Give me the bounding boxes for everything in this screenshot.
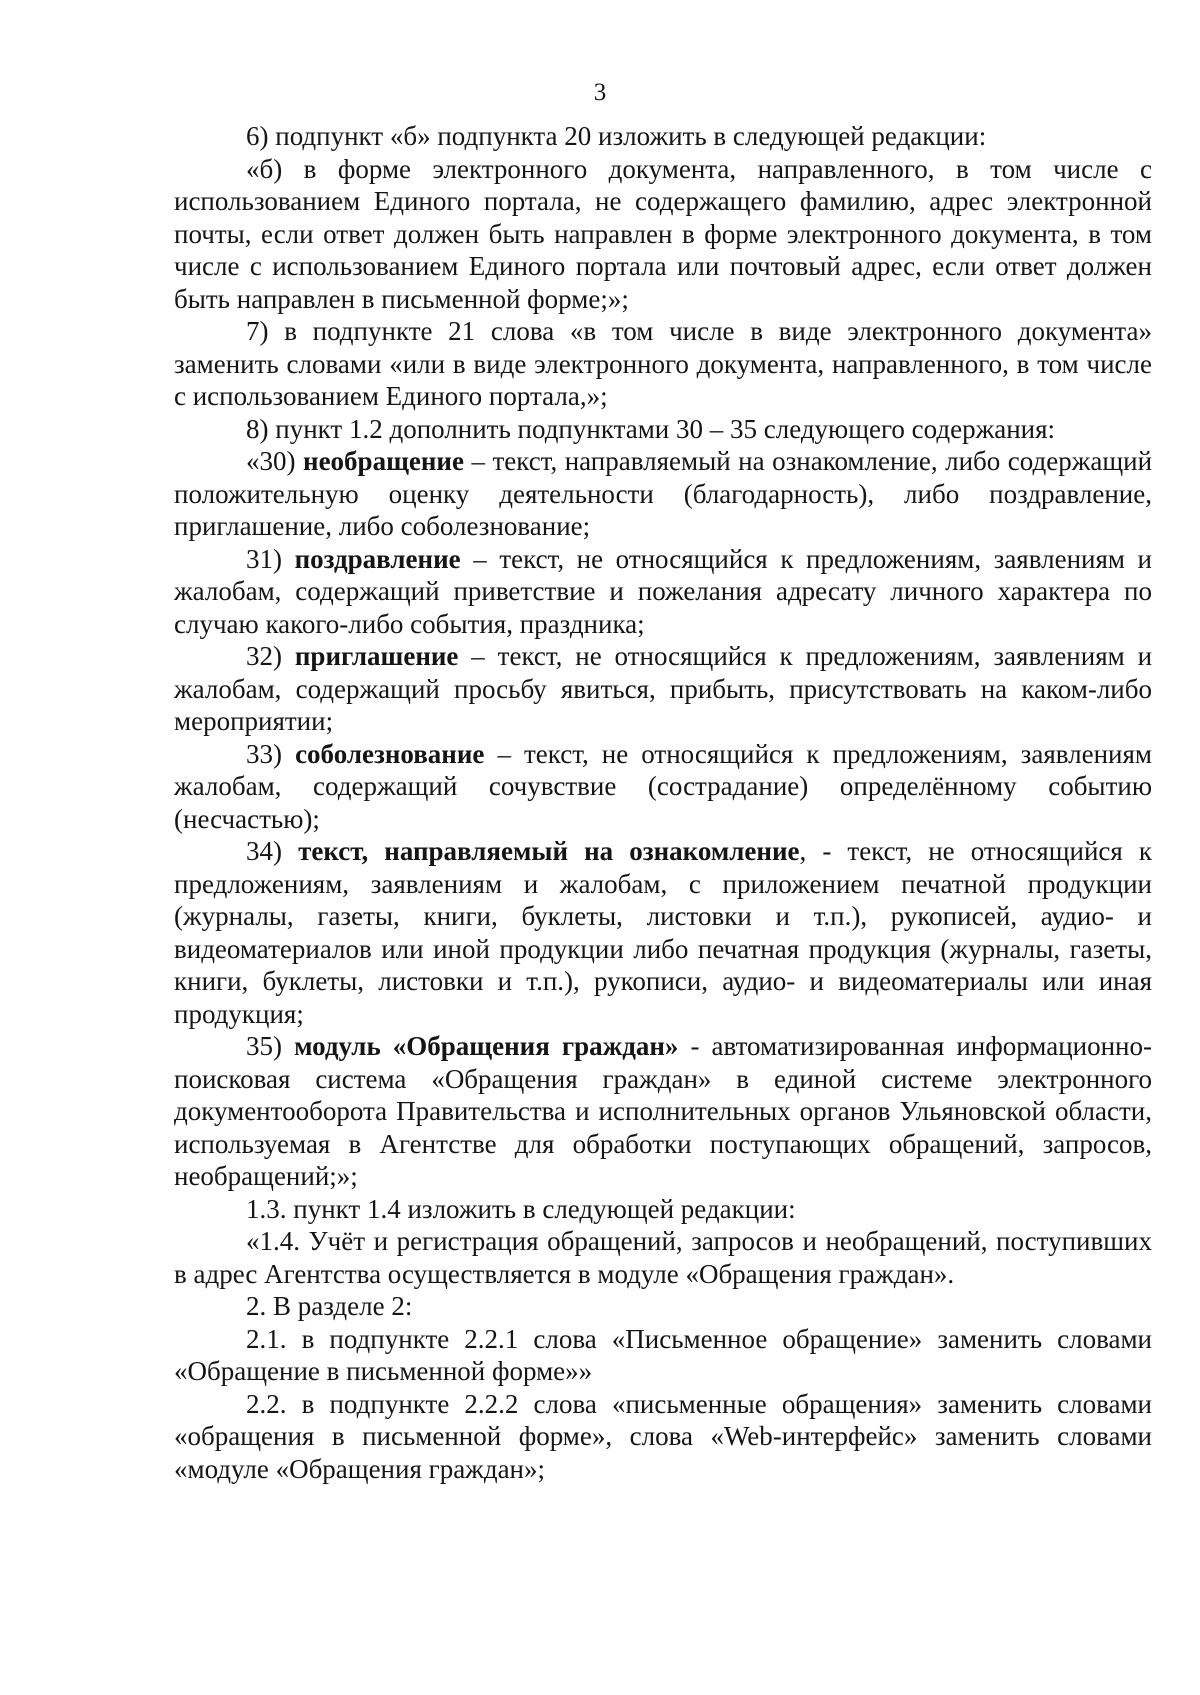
item-31 (174, 543, 1152, 641)
item-30-term: необращение (303, 446, 464, 476)
item-30 (174, 445, 1152, 543)
item-35-prefix: 35) (246, 1031, 282, 1061)
item-31-prefix: 31) (246, 543, 282, 574)
paragraph-7: 7) в подпункте 21 слова «в том числе в виде электронного документа» заменить словами «или в виде электронного документа, направленного, в том числе с использованием Единого портала,»; (174, 316, 1152, 411)
item-35 (174, 1030, 1152, 1193)
item-30-text: – текст, направляемый на ознакомление, либо содержащий положительную оценку деятельности (благодарность), либо поздравление, приглашение, либо соболезнование; (174, 446, 1153, 541)
item-33-text: – текст, не относящийся к предложениям, заявлениям жалобам, содержащий сочувствие (сострадание) определённому событию (несчастью); (174, 738, 1153, 834)
paragraph-2-2: 2.2. в подпункте 2.2.2 слова «письменные обращения» заменить словами «обращения в письменной форме», слова «Web-интерфейс» заменить словами «модуле «Обращения граждан»; (174, 1388, 1152, 1484)
page-number: 3 (593, 79, 607, 106)
item-35-text: - автоматизированная информационно-поисковая система «Обращения граждан» в единой системе электронного документооборота Правительства и исполнительных органов Ульяновской области, используемая в Агентстве для обработки поступающих обращений, запросов, необращений;»; (174, 1031, 1152, 1191)
item-34-term: текст, направляемый на ознакомление (298, 836, 800, 866)
paragraph-2-1: 2.1. в подпункте 2.2.1 слова «Письменное обращение» заменить словами «Обращение в письменной форме»» (174, 1323, 1152, 1386)
paragraph-2: 2. В разделе 2: (246, 1291, 413, 1321)
item-30-prefix: «30) (246, 446, 296, 476)
item-31-text: – текст, не относящийся к предложениям, заявлениям и жалобам, содержащий приветствие и пожелания адресату личного характера по случаю какого-либо события, праздника; (174, 543, 1153, 639)
paragraph-1-3: 1.3. пункт 1.4 изложить в следующей редакции: (246, 1193, 796, 1224)
paragraph-8: 8) пункт 1.2 дополнить подпунктами 30 – 35 следующего содержания: (246, 413, 1056, 444)
item-32-text: – текст, не относящийся к предложениям, заявлениям и жалобам, содержащий просьбу явиться, прибыть, присутствовать на каком-либо мероприятии; (174, 641, 1153, 736)
item-32 (174, 640, 1152, 738)
paragraph-6: 6) подпункт «б» подпункта 20 изложить в следующей редакции: (246, 121, 987, 151)
paragraph-1-4: «1.4. Учёт и регистрация обращений, запросов и необращений, поступивших в адрес Агентства осуществляется в модуле «Обращения граждан». (174, 1226, 1152, 1289)
item-34-prefix: 34) (246, 836, 282, 866)
item-33-term: соболезнование (295, 738, 485, 769)
item-32-prefix: 32) (246, 641, 282, 671)
item-32-term: приглашение (294, 641, 459, 671)
item-34 (174, 835, 1152, 1030)
document-body (174, 120, 1152, 1485)
item-33-prefix: 33) (246, 738, 282, 769)
item-35-term: модуль «Обращения граждан» (294, 1031, 679, 1061)
paragraph-6b: «б) в форме электронного документа, направленного, в том числе с использованием Единого портала, не содержащего фамилию, адрес электронной почты, если ответ должен быть направлен в форме электронного документа, в том числе с использованием Единого портала или почтовый адрес, если ответ должен быть направлен в письменной форме;»; (174, 153, 1152, 314)
item-34-text: , - текст, не относящийся к предложениям, заявлениям и жалобам, с приложением печатной продукции (журналы, газеты, книги, буклеты, листовки и т.п.), рукописей, аудио- и видеоматериалов или иной продукции либо печатная продукция (журналы, газеты, книги, буклеты, листовки и т.п.), рукописи, аудио- и видеоматериалы или иная продукция; (174, 836, 1152, 1029)
item-31-term: поздравление (294, 543, 461, 574)
item-33 (174, 738, 1152, 836)
